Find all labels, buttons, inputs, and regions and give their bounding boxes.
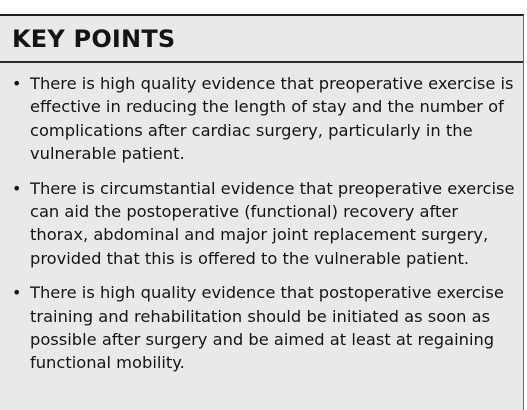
key-point-text: There is high quality evidence that postoperative exercise training and rehabilitation should be initiated as soon as possible after surgery and be aimed at least at regaining functional mobility. [30, 283, 504, 373]
key-point-item [0, 177, 523, 271]
key-point-text: There is high quality evidence that preoperative exercise is effective in reducing the length of stay and the number of complications after cardiac surgery, particularly in the vulnerable patient. [30, 74, 514, 164]
key-point-item [0, 72, 523, 166]
key-point-item [0, 281, 523, 375]
heading-divider [0, 61, 523, 63]
bullet-icon: • [12, 178, 22, 198]
key-points-box [0, 14, 524, 410]
key-point-text: There is circumstantial evidence that preoperative exercise can aid the postoperative (functional) recovery after thorax, abdominal and major joint replacement surgery, provided that this is offered to the vulnerable patient. [30, 178, 515, 268]
key-points-list [0, 72, 523, 386]
key-points-heading: KEY POINTS [12, 25, 176, 53]
bullet-icon: • [12, 74, 22, 93]
bullet-icon: • [12, 283, 22, 303]
